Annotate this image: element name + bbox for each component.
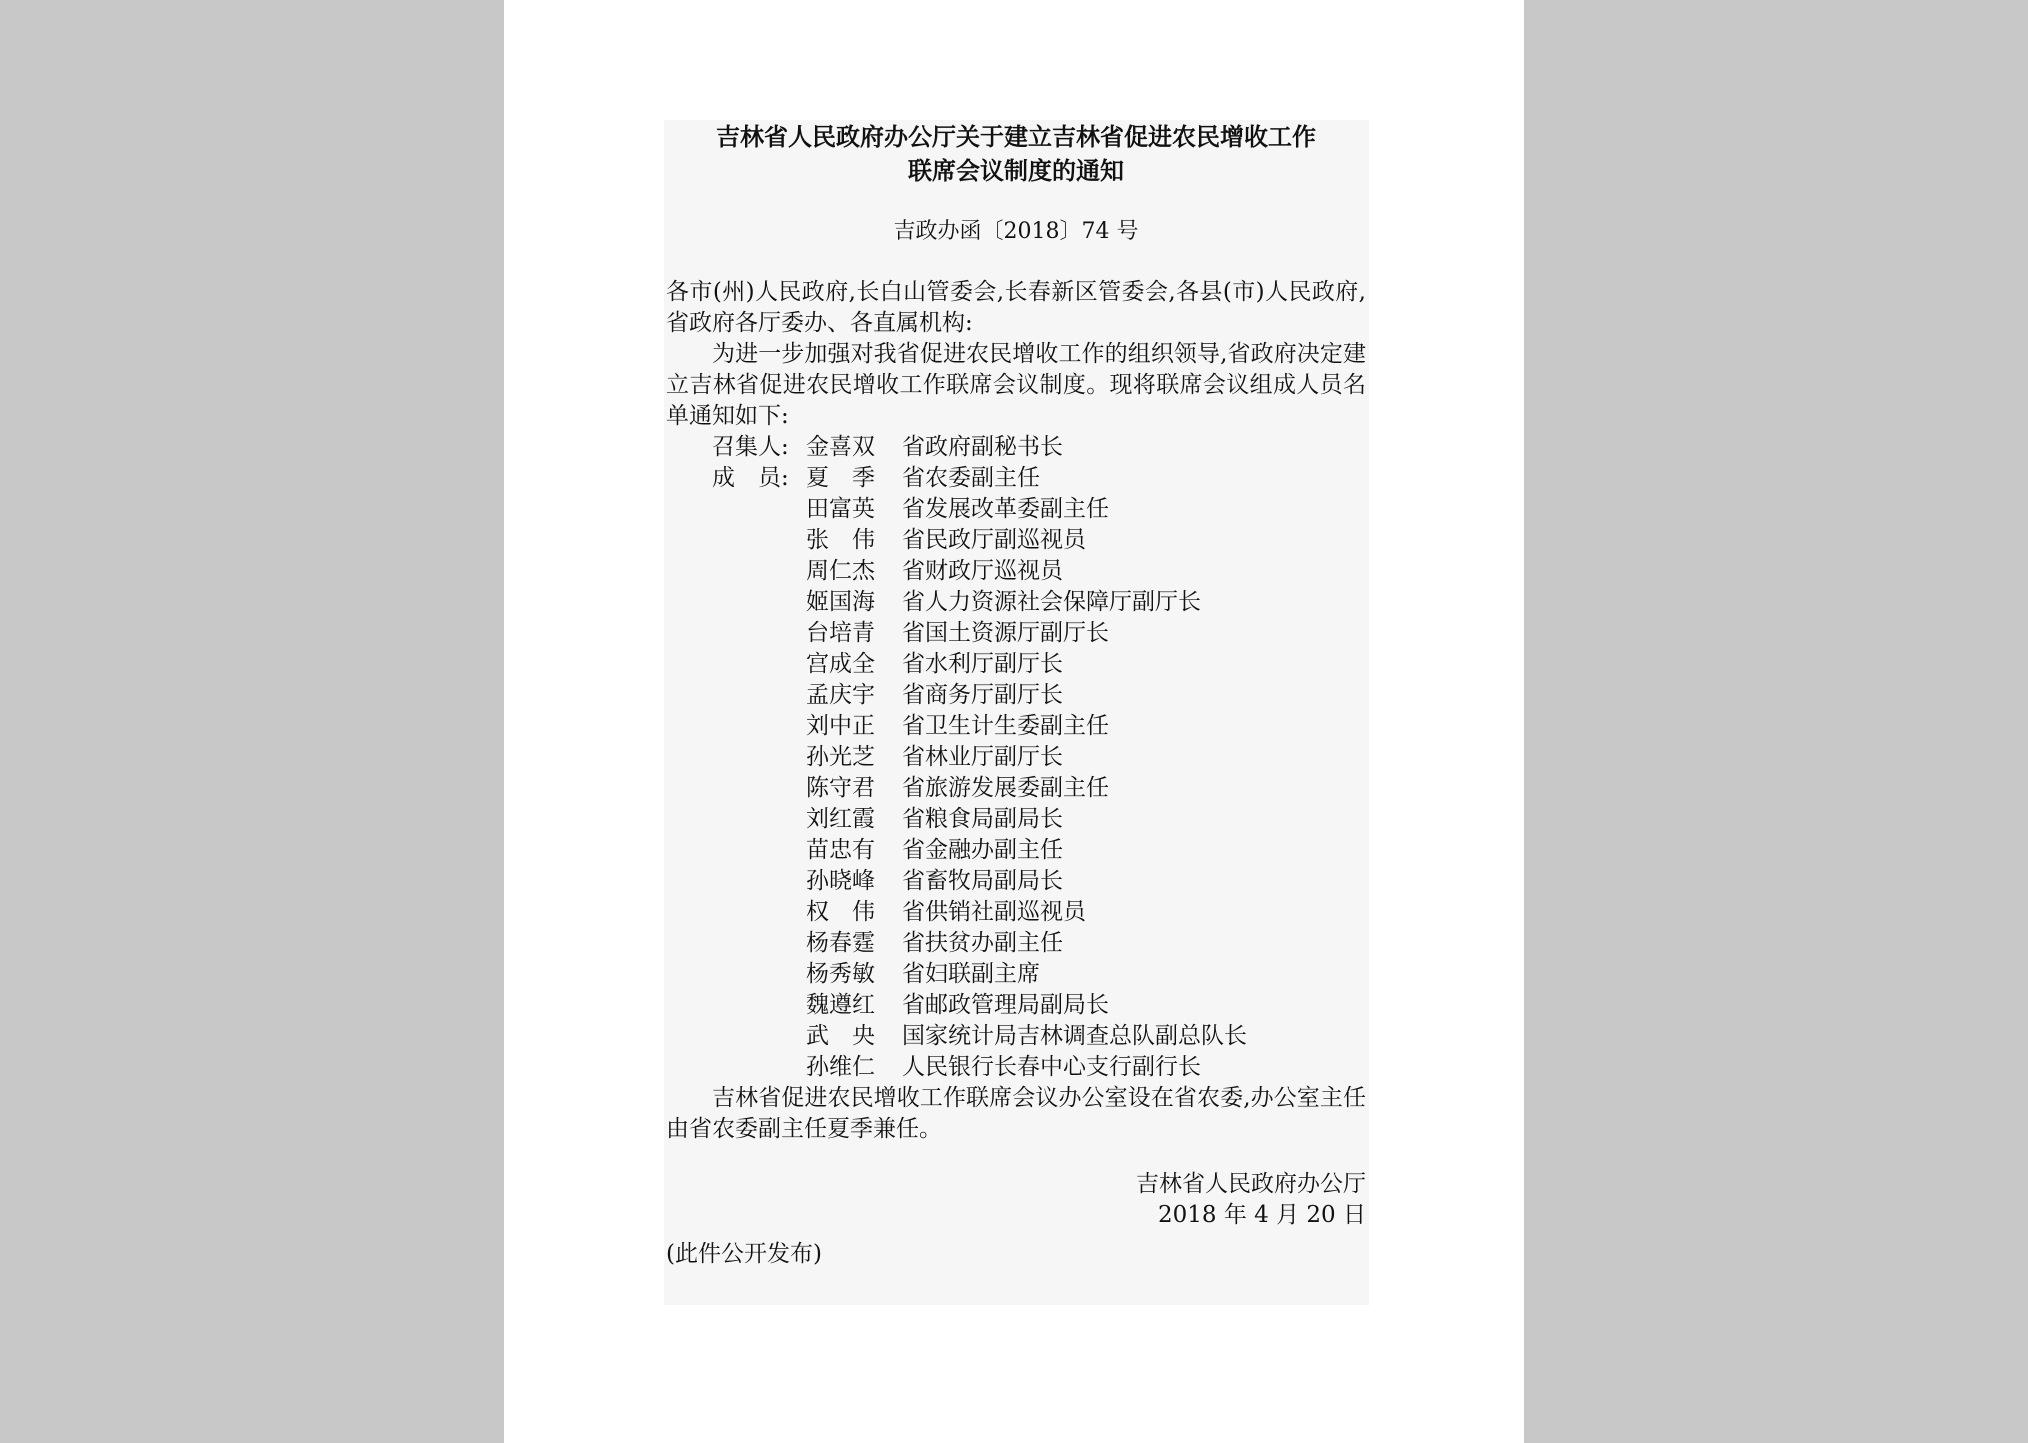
member-row [666,1021,1366,1052]
member-role [666,1052,806,1083]
member-role [666,1021,806,1052]
member-name: 孟庆宇 [806,682,875,708]
member-role [666,618,806,649]
member-post: 省妇联副主席 [902,961,1040,987]
member-name: 苗忠有 [806,837,875,863]
member-row [666,463,1366,494]
member-row [666,680,1366,711]
member-row [666,990,1366,1021]
member-role [666,990,806,1021]
title-line-2: 联席会议制度的通知 [908,156,1124,185]
issuer: 吉林省人民政府办公厅 [1136,1171,1366,1197]
member-post: 省卫生计生委副主任 [902,713,1109,739]
member-name: 权 伟 [806,899,875,925]
member-row [666,742,1366,773]
member-row [666,711,1366,742]
office-note: 吉林省促进农民增收工作联席会议办公室设在省农委,办公室主任由省农委副主任夏季兼任。 [666,1085,1366,1142]
member-role [666,866,806,897]
member-name: 武 央 [806,1023,875,1049]
member-row [666,866,1366,897]
member-post: 省农委副主任 [902,465,1040,491]
member-name: 刘红霞 [806,806,875,832]
member-row [666,587,1366,618]
document-title [666,120,1366,188]
member-post: 省财政厅巡视员 [902,558,1063,584]
member-post: 省林业厅副厅长 [902,744,1063,770]
member-role [666,804,806,835]
member-row [666,835,1366,866]
member-role [666,680,806,711]
document-number: 吉政办函〔2018〕74 号 [893,219,1139,244]
member-row [666,649,1366,680]
member-row [666,618,1366,649]
member-post: 省供销社副巡视员 [902,899,1086,925]
member-name: 金喜双 [806,434,875,460]
member-post: 省水利厅副厅长 [902,651,1063,677]
document-body [666,120,1366,1270]
member-row [666,1052,1366,1083]
member-name: 刘中正 [806,713,875,739]
member-list [666,432,1366,1083]
member-role [666,711,806,742]
member-post: 省扶贫办副主任 [902,930,1063,956]
member-row [666,773,1366,804]
member-post: 省畜牧局副局长 [902,868,1063,894]
member-role [666,556,806,587]
member-name: 孙维仁 [806,1054,875,1080]
member-row [666,897,1366,928]
member-name: 宫成全 [806,651,875,677]
member-name: 田富英 [806,496,875,522]
member-name: 周仁杰 [806,558,875,584]
member-post: 省民政厅副巡视员 [902,527,1086,553]
member-post: 国家统计局吉林调查总队副总队长 [902,1023,1247,1049]
member-role: 成 员: [712,465,789,491]
member-row [666,494,1366,525]
intro-paragraph: 为进一步加强对我省促进农民增收工作的组织领导,省政府决定建立吉林省促进农民增收工作联席会议制度。现将联席会议组成人员名单通知如下: [666,341,1366,429]
member-row [666,928,1366,959]
member-post: 省发展改革委副主任 [902,496,1109,522]
member-post: 省政府副秘书长 [902,434,1063,460]
member-post: 省人力资源社会保障厅副厅长 [902,589,1201,615]
member-role: 召集人: [712,434,789,460]
member-role [666,649,806,680]
member-post: 省旅游发展委副主任 [902,775,1109,801]
member-name: 张 伟 [806,527,875,553]
issue-date: 2018 年 4 月 20 日 [1158,1202,1366,1228]
publish-note: (此件公开发布) [666,1241,822,1267]
member-post: 省商务厅副厅长 [902,682,1063,708]
member-name: 孙光芝 [806,744,875,770]
member-role [666,494,806,525]
member-post: 人民银行长春中心支行副行长 [902,1054,1201,1080]
member-post: 省金融办副主任 [902,837,1063,863]
member-post: 省粮食局副局长 [902,806,1063,832]
member-post: 省邮政管理局副局长 [902,992,1109,1018]
member-post: 省国土资源厅副厅长 [902,620,1109,646]
member-row [666,525,1366,556]
member-role [666,525,806,556]
member-row [666,432,1366,463]
member-role [666,587,806,618]
member-row [666,556,1366,587]
member-name: 魏遵红 [806,992,875,1018]
member-name: 孙晓峰 [806,868,875,894]
member-name: 杨秀敏 [806,961,875,987]
member-name: 台培青 [806,620,875,646]
member-name: 陈守君 [806,775,875,801]
member-role [666,835,806,866]
member-name: 夏 季 [806,465,875,491]
member-row [666,804,1366,835]
member-role [666,773,806,804]
signature-block [666,1169,1366,1231]
member-role [666,928,806,959]
title-line-1: 吉林省人民政府办公厅关于建立吉林省促进农民增收工作 [716,122,1316,151]
member-name: 杨春霆 [806,930,875,956]
member-role [666,897,806,928]
recipients: 各市(州)人民政府,长白山管委会,长春新区管委会,各县(市)人民政府,省政府各厅委办、各直属机构: [666,279,1366,336]
member-name: 姬国海 [806,589,875,615]
member-row [666,959,1366,990]
member-role [666,742,806,773]
member-role [666,959,806,990]
